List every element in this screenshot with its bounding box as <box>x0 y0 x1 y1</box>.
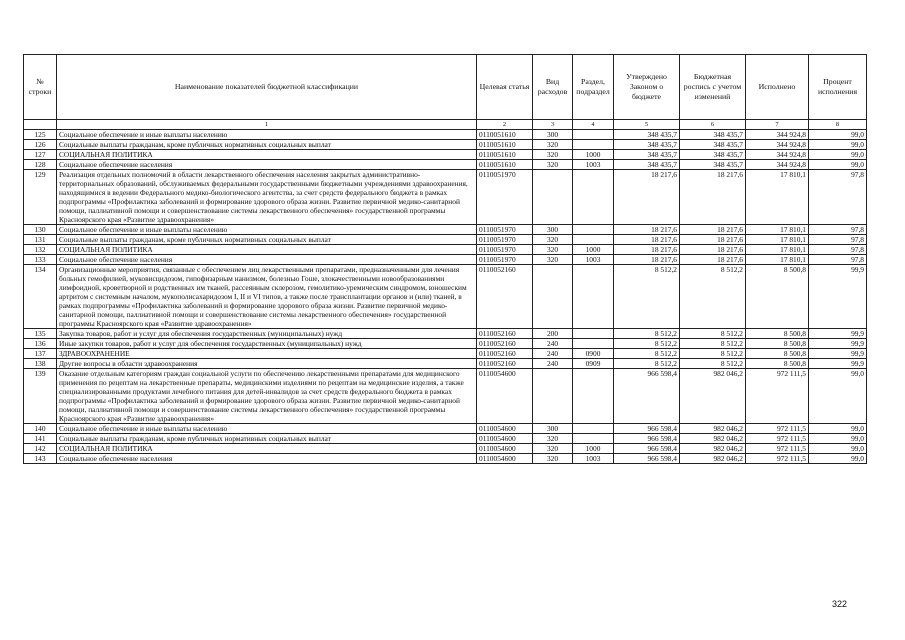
row-approved-amount: 966 598,4 <box>614 454 680 464</box>
row-expense-type: 320 <box>533 444 573 454</box>
row-budget-list-amount: 982 046,2 <box>680 444 746 454</box>
row-executed-amount: 8 500,8 <box>746 339 809 349</box>
row-section <box>573 170 614 225</box>
row-number: 129 <box>24 170 57 225</box>
row-target-article: 0110051970 <box>477 225 533 235</box>
header-section: Раздел, подраздел <box>573 55 614 120</box>
table-row <box>24 160 867 170</box>
row-number: 134 <box>24 265 57 329</box>
row-budget-list-amount: 982 046,2 <box>680 434 746 444</box>
row-execution-percent: 99,0 <box>809 424 867 434</box>
row-budget-list-amount: 8 512,2 <box>680 265 746 329</box>
header-target: Целевая статья <box>477 55 533 120</box>
row-number: 130 <box>24 225 57 235</box>
row-approved-amount: 8 512,2 <box>614 359 680 369</box>
row-expense-type: 300 <box>533 424 573 434</box>
row-budget-list-amount: 8 512,2 <box>680 359 746 369</box>
table-row <box>24 265 867 329</box>
table-row <box>24 444 867 454</box>
row-approved-amount: 8 512,2 <box>614 265 680 329</box>
row-number: 128 <box>24 160 57 170</box>
row-executed-amount: 344 924,8 <box>746 160 809 170</box>
row-budget-list-amount: 982 046,2 <box>680 454 746 464</box>
row-expense-type: 320 <box>533 255 573 265</box>
table-row <box>24 424 867 434</box>
row-section <box>573 369 614 424</box>
row-name: Реализация отдельных полномочий в области лекарственного обеспечения населения закрытых административно-территориальных образований, обслуживаемых федеральными государственными бюджетными учреждениями здравоохранения, находящимися в ведении Федерального медико-биологического агентства, за счет средств федерального бюджета в рамках подпрограммы «Профилактика заболеваний и формирование здорового образа жизни. Развитие первичной медико-санитарной помощи, паллиативной помощи и совершенствование системы лекарственного обеспечения» государственной программы Красноярского края «Развитие здравоохранения» <box>57 170 477 225</box>
row-expense-type: 300 <box>533 225 573 235</box>
row-budget-list-amount: 18 217,6 <box>680 225 746 235</box>
row-name: Закупка товаров, работ и услуг для обеспечения государственных (муниципальных) нужд <box>57 329 477 339</box>
row-section: 1000 <box>573 245 614 255</box>
column-number: 5 <box>614 120 680 130</box>
table-header-row <box>24 55 867 120</box>
row-number: 132 <box>24 245 57 255</box>
row-execution-percent: 99,0 <box>809 130 867 140</box>
column-number: 7 <box>746 120 809 130</box>
row-executed-amount: 972 111,5 <box>746 454 809 464</box>
table-row <box>24 245 867 255</box>
header-approved: Утверждено Законом о бюджете <box>614 55 680 120</box>
row-budget-list-amount: 348 435,7 <box>680 140 746 150</box>
row-target-article: 0110052160 <box>477 265 533 329</box>
row-executed-amount: 972 111,5 <box>746 434 809 444</box>
row-name: ЗДРАВООХРАНЕНИЕ <box>57 349 477 359</box>
row-name: Социальное обеспечение населения <box>57 454 477 464</box>
row-name: Социальное обеспечение населения <box>57 160 477 170</box>
table-row <box>24 130 867 140</box>
column-number: 4 <box>573 120 614 130</box>
row-name: Социальные выплаты гражданам, кроме публичных нормативных социальных выплат <box>57 140 477 150</box>
row-budget-list-amount: 18 217,6 <box>680 255 746 265</box>
row-name: Социальное обеспечение и иные выплаты населению <box>57 225 477 235</box>
row-number: 136 <box>24 339 57 349</box>
row-expense-type: 320 <box>533 434 573 444</box>
row-number: 142 <box>24 444 57 454</box>
row-target-article: 0110054600 <box>477 444 533 454</box>
row-executed-amount: 17 810,1 <box>746 245 809 255</box>
row-section <box>573 434 614 444</box>
row-expense-type: 200 <box>533 329 573 339</box>
row-target-article: 0110051610 <box>477 140 533 150</box>
table-row <box>24 369 867 424</box>
row-approved-amount: 18 217,6 <box>614 255 680 265</box>
row-section: 1000 <box>573 150 614 160</box>
row-target-article: 0110054600 <box>477 369 533 424</box>
row-executed-amount: 344 924,8 <box>746 140 809 150</box>
row-section <box>573 339 614 349</box>
row-number: 127 <box>24 150 57 160</box>
row-name: Социальное обеспечение и иные выплаты населению <box>57 424 477 434</box>
row-target-article: 0110054600 <box>477 434 533 444</box>
row-name: Социальное обеспечение и иные выплаты населению <box>57 130 477 140</box>
row-target-article: 0110051610 <box>477 130 533 140</box>
row-execution-percent: 99,0 <box>809 150 867 160</box>
row-target-article: 0110051970 <box>477 255 533 265</box>
table-row <box>24 454 867 464</box>
table-row <box>24 359 867 369</box>
row-execution-percent: 97,8 <box>809 235 867 245</box>
row-executed-amount: 17 810,1 <box>746 170 809 225</box>
row-execution-percent: 99,9 <box>809 329 867 339</box>
row-name: Организационные мероприятия, связанные с обеспечением лиц лекарственными препаратами, предназначенными для лечения больных гемофилией, муковисцидозом, гипофизарным нанизмом, болезнью Гоше, злокачественными новообразованиями лимфоидной, кроветворной и родственных им тканей, рассеянным склерозом, гемолитико-уремическим синдромом, юношеским артритом с системным началом, мукополисахаридозом I, II и VI типов, а также после трансплантации органов и (или) тканей, в рамках подпрограммы «Профилактика заболеваний и формирование здорового образа жизни. Развитие первичной медико-санитарной помощи, паллиативной помощи и совершенствование системы лекарственного обеспечения» государственной программы Красноярского края «Развитие здравоохранения» <box>57 265 477 329</box>
header-executed: Исполнено <box>746 55 809 120</box>
row-execution-percent: 99,0 <box>809 434 867 444</box>
row-budget-list-amount: 348 435,7 <box>680 150 746 160</box>
row-name: Социальные выплаты гражданам, кроме публичных нормативных социальных выплат <box>57 434 477 444</box>
row-budget-list-amount: 982 046,2 <box>680 424 746 434</box>
row-number: 138 <box>24 359 57 369</box>
header-row-no: № строки <box>24 55 57 120</box>
row-number: 131 <box>24 235 57 245</box>
row-expense-type: 320 <box>533 160 573 170</box>
row-number: 143 <box>24 454 57 464</box>
row-budget-list-amount: 18 217,6 <box>680 245 746 255</box>
table-row <box>24 170 867 225</box>
row-expense-type <box>533 369 573 424</box>
row-executed-amount: 8 500,8 <box>746 329 809 339</box>
row-number: 126 <box>24 140 57 150</box>
row-target-article: 0110052160 <box>477 349 533 359</box>
row-section <box>573 265 614 329</box>
row-expense-type: 320 <box>533 150 573 160</box>
column-number: 3 <box>533 120 573 130</box>
row-name: Иные закупки товаров, работ и услуг для обеспечения государственных (муниципальных) нужд <box>57 339 477 349</box>
row-target-article: 0110052160 <box>477 329 533 339</box>
row-expense-type: 240 <box>533 359 573 369</box>
header-type: Вид расходов <box>533 55 573 120</box>
row-approved-amount: 348 435,7 <box>614 160 680 170</box>
row-execution-percent: 99,9 <box>809 349 867 359</box>
row-number: 133 <box>24 255 57 265</box>
row-name: Социальное обеспечение населения <box>57 255 477 265</box>
row-section: 1003 <box>573 255 614 265</box>
row-approved-amount: 348 435,7 <box>614 150 680 160</box>
row-section: 1000 <box>573 444 614 454</box>
row-approved-amount: 966 598,4 <box>614 434 680 444</box>
row-budget-list-amount: 8 512,2 <box>680 339 746 349</box>
row-target-article: 0110052160 <box>477 339 533 349</box>
row-budget-list-amount: 8 512,2 <box>680 329 746 339</box>
row-name: Оказание отдельным категориям граждан социальной услуги по обеспечению лекарственными препаратами для медицинского применения по рецептам на лекарственные препараты, медицинскими изделиями по рецептам на медицинские изделия, а также специализированными продуктами лечебного питания для детей-инвалидов за счет средств федерального бюджета в рамках подпрограммы «Профилактика заболеваний и формирование здорового образа жизни. Развитие первичной медико-санитарной помощи, паллиативной помощи и совершенствование системы лекарственного обеспечения» государственной программы Красноярского края «Развитие здравоохранения» <box>57 369 477 424</box>
budget-execution-table <box>23 54 867 464</box>
row-name: Другие вопросы в области здравоохранения <box>57 359 477 369</box>
row-execution-percent: 99,0 <box>809 140 867 150</box>
column-number: 1 <box>57 120 477 130</box>
header-percent: Процент исполнения <box>809 55 867 120</box>
row-approved-amount: 966 598,4 <box>614 369 680 424</box>
row-name: Социальные выплаты гражданам, кроме публичных нормативных социальных выплат <box>57 235 477 245</box>
row-execution-percent: 97,8 <box>809 245 867 255</box>
table-row <box>24 235 867 245</box>
row-execution-percent: 99,9 <box>809 339 867 349</box>
row-execution-percent: 97,8 <box>809 225 867 235</box>
row-target-article: 0110051970 <box>477 235 533 245</box>
row-execution-percent: 99,0 <box>809 444 867 454</box>
row-target-article: 0110054600 <box>477 424 533 434</box>
row-approved-amount: 8 512,2 <box>614 329 680 339</box>
row-name: СОЦИАЛЬНАЯ ПОЛИТИКА <box>57 245 477 255</box>
row-execution-percent: 99,0 <box>809 160 867 170</box>
column-number-empty <box>24 120 57 130</box>
row-target-article: 0110052160 <box>477 359 533 369</box>
row-number: 140 <box>24 424 57 434</box>
row-executed-amount: 972 111,5 <box>746 369 809 424</box>
row-section: 0909 <box>573 359 614 369</box>
row-target-article: 0110051970 <box>477 245 533 255</box>
row-expense-type: 240 <box>533 339 573 349</box>
row-executed-amount: 17 810,1 <box>746 255 809 265</box>
row-section <box>573 329 614 339</box>
row-expense-type: 300 <box>533 130 573 140</box>
row-budget-list-amount: 8 512,2 <box>680 349 746 359</box>
row-executed-amount: 344 924,8 <box>746 150 809 160</box>
row-approved-amount: 8 512,2 <box>614 349 680 359</box>
row-target-article: 0110051970 <box>477 170 533 225</box>
row-expense-type: 320 <box>533 235 573 245</box>
row-section: 1003 <box>573 160 614 170</box>
row-target-article: 0110054600 <box>477 454 533 464</box>
row-section: 1003 <box>573 454 614 464</box>
row-expense-type: 320 <box>533 245 573 255</box>
row-number: 141 <box>24 434 57 444</box>
row-approved-amount: 348 435,7 <box>614 130 680 140</box>
table-row <box>24 140 867 150</box>
header-list: Бюджетная роспись с учетом изменений <box>680 55 746 120</box>
row-budget-list-amount: 348 435,7 <box>680 130 746 140</box>
row-section <box>573 424 614 434</box>
row-budget-list-amount: 18 217,6 <box>680 170 746 225</box>
row-expense-type: 320 <box>533 140 573 150</box>
row-budget-list-amount: 982 046,2 <box>680 369 746 424</box>
table-row <box>24 255 867 265</box>
row-approved-amount: 18 217,6 <box>614 245 680 255</box>
row-target-article: 0110051610 <box>477 160 533 170</box>
table-row <box>24 339 867 349</box>
row-approved-amount: 8 512,2 <box>614 339 680 349</box>
row-executed-amount: 17 810,1 <box>746 235 809 245</box>
row-execution-percent: 99,0 <box>809 369 867 424</box>
table-row <box>24 329 867 339</box>
row-executed-amount: 972 111,5 <box>746 424 809 434</box>
header-name: Наименование показателей бюджетной классификации <box>57 55 477 120</box>
row-budget-list-amount: 18 217,6 <box>680 235 746 245</box>
row-execution-percent: 99,0 <box>809 454 867 464</box>
row-section <box>573 130 614 140</box>
row-section: 0900 <box>573 349 614 359</box>
row-name: СОЦИАЛЬНАЯ ПОЛИТИКА <box>57 444 477 454</box>
column-number-row <box>24 120 867 130</box>
row-number: 125 <box>24 130 57 140</box>
row-execution-percent: 99,9 <box>809 359 867 369</box>
table-row <box>24 150 867 160</box>
row-expense-type: 240 <box>533 349 573 359</box>
row-budget-list-amount: 348 435,7 <box>680 160 746 170</box>
row-expense-type <box>533 265 573 329</box>
row-target-article: 0110051610 <box>477 150 533 160</box>
row-approved-amount: 18 217,6 <box>614 170 680 225</box>
table-row <box>24 434 867 444</box>
row-approved-amount: 18 217,6 <box>614 235 680 245</box>
row-expense-type <box>533 170 573 225</box>
row-number: 135 <box>24 329 57 339</box>
row-execution-percent: 97,8 <box>809 170 867 225</box>
row-approved-amount: 966 598,4 <box>614 444 680 454</box>
row-executed-amount: 17 810,1 <box>746 225 809 235</box>
row-executed-amount: 972 111,5 <box>746 444 809 454</box>
row-approved-amount: 18 217,6 <box>614 225 680 235</box>
row-executed-amount: 8 500,8 <box>746 265 809 329</box>
row-name: СОЦИАЛЬНАЯ ПОЛИТИКА <box>57 150 477 160</box>
row-expense-type: 320 <box>533 454 573 464</box>
row-section <box>573 225 614 235</box>
column-number: 6 <box>680 120 746 130</box>
row-section <box>573 140 614 150</box>
column-number: 8 <box>809 120 867 130</box>
column-number: 2 <box>477 120 533 130</box>
table-row <box>24 225 867 235</box>
row-number: 137 <box>24 349 57 359</box>
row-execution-percent: 99,9 <box>809 265 867 329</box>
page-number: 322 <box>832 599 848 609</box>
row-number: 139 <box>24 369 57 424</box>
row-executed-amount: 8 500,8 <box>746 349 809 359</box>
row-section <box>573 235 614 245</box>
row-executed-amount: 344 924,8 <box>746 130 809 140</box>
row-executed-amount: 8 500,8 <box>746 359 809 369</box>
table-body <box>24 130 867 464</box>
row-execution-percent: 97,8 <box>809 255 867 265</box>
row-approved-amount: 966 598,4 <box>614 424 680 434</box>
row-approved-amount: 348 435,7 <box>614 140 680 150</box>
table-row <box>24 349 867 359</box>
